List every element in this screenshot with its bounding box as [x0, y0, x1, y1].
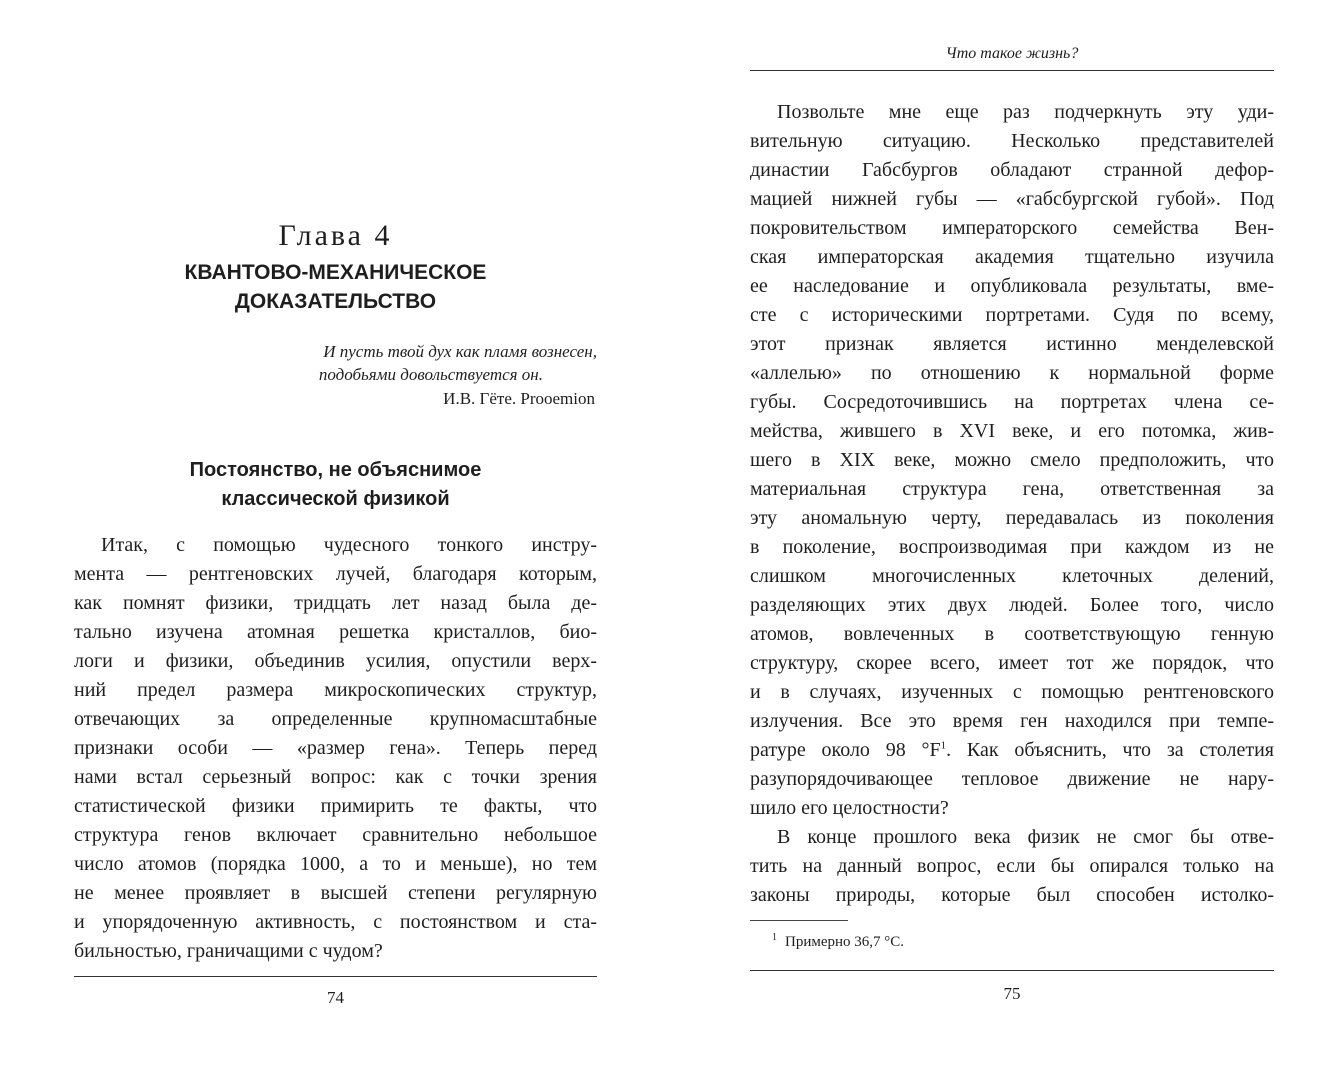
- right-page: [750, 0, 1274, 1080]
- text-line: законы природы, которые был способен истолко-: [750, 884, 1274, 906]
- chapter-title: [74, 258, 597, 316]
- text-line: бильностью, граничащими с чудом?: [74, 940, 383, 962]
- text-line: покровительством императорского семейства Вен-: [750, 217, 1274, 239]
- text-line: ская императорская академия тщательно изучила: [750, 246, 1274, 268]
- text-line: сте с историческими портретами. Судя по всему,: [750, 304, 1274, 326]
- header-rule: [750, 70, 1274, 71]
- text-line: в поколение, воспроизводимая при каждом из не: [750, 536, 1274, 558]
- footnote-reference[interactable]: 1: [940, 739, 947, 752]
- text-line: губы. Сосредоточившись на портретах члена се-: [750, 391, 1274, 413]
- text-line: мейства, жившего в XVI веке, и его потомка, жив-: [750, 420, 1274, 442]
- text-line-inner: [750, 736, 1274, 765]
- text-line: и упорядоченную активность, с постоянством и ста-: [74, 911, 597, 933]
- text-line: материальная структура гена, ответственная за: [750, 478, 1274, 500]
- running-head: Что такое жизнь?: [945, 45, 1079, 62]
- page-number: 74: [327, 988, 344, 1007]
- text-line: разупорядочивающее тепловое движение не нару-: [750, 768, 1274, 790]
- right-body-text: [750, 98, 1274, 910]
- text-line: эту аномальную черту, передавалась из поколения: [750, 507, 1274, 529]
- text-line: ний предел размера микроскопических структур,: [74, 679, 597, 701]
- text-line: тально изучена атомная решетка кристаллов, био-: [74, 621, 597, 643]
- section-heading-line: классической физикой: [221, 488, 450, 510]
- text-line: не менее проявляет в высшей степени регулярную: [74, 882, 597, 904]
- text-line: мацией нижней губы — «габсбургской губой». Под: [750, 188, 1274, 210]
- text-line: структуру, скорее всего, имеет тот же порядок, что: [750, 652, 1274, 674]
- text-line: статистической физики примирить те факты, что: [74, 795, 597, 817]
- epigraph-attribution: И.В. Гёте. Prooemion: [443, 389, 595, 408]
- text-line: Позвольте мне еще раз подчеркнуть эту уди-: [777, 101, 1274, 123]
- epigraph-line: И пусть твой дух как пламя вознесен,: [323, 342, 597, 361]
- left-body-text: [74, 531, 597, 966]
- text-line: Итак, с помощью чудесного тонкого инстру-: [101, 534, 597, 556]
- chapter-title-line: ДОКАЗАТЕЛЬСТВО: [234, 290, 437, 313]
- text-line: разделяющих этих двух людей. Более того, число: [750, 594, 1274, 616]
- chapter-label: Глава 4: [278, 219, 393, 252]
- text-line-with-footnote: [750, 736, 1274, 765]
- text-line: признаки особи — «размер гена». Теперь перед: [74, 737, 597, 759]
- text-line: и в случаях, изученных с помощью рентгеновского: [750, 681, 1274, 703]
- text-line: слишком многочисленных клеточных делений,: [750, 565, 1274, 587]
- text-line: мента — рентгеновских лучей, благодаря которым,: [74, 563, 597, 585]
- text-line-tail: . Как объяснить, что за столетия: [946, 739, 1274, 761]
- page-number: 75: [1003, 984, 1021, 1003]
- section-heading: [74, 456, 597, 514]
- footnote-rule: [750, 920, 848, 921]
- bottom-rule: [74, 976, 597, 977]
- text-line: В конце прошлого века физик не смог бы отве-: [777, 826, 1274, 848]
- left-page: [74, 0, 597, 1080]
- chapter-heading: [74, 218, 597, 316]
- bottom-rule: [750, 970, 1274, 971]
- footnote: [772, 928, 904, 952]
- text-line: структура генов включает сравнительно небольшое: [74, 824, 597, 846]
- section-heading-line: Постоянство, не объяснимое: [189, 459, 482, 481]
- text-line: логи и физики, объединив усилия, опустили верх-: [74, 650, 597, 672]
- text-line: шего в XIX веке, можно смело предположить, что: [750, 449, 1274, 471]
- text-line: как помнят физики, тридцать лет назад была де-: [74, 592, 597, 614]
- text-line: этот признак является истинно менделевской: [750, 333, 1274, 355]
- footnote-text: Примерно 36,7 °С.: [785, 934, 905, 950]
- epigraph-verse: [74, 340, 597, 386]
- text-line: «аллелью» по отношению к нормальной форме: [750, 362, 1274, 384]
- text-line: число атомов (порядка 1000, а то и меньше), но тем: [74, 853, 597, 875]
- text-line: излучения. Все это время ген находился при темпе-: [750, 710, 1274, 732]
- chapter-title-line: КВАНТОВО-МЕХАНИЧЕСКОЕ: [184, 261, 487, 284]
- text-line: вительную ситуацию. Несколько представителей: [750, 130, 1274, 152]
- text-line: нами встал серьезный вопрос: как с точки зрения: [74, 766, 597, 788]
- text-line: династии Габсбургов обладают странной дефор-: [750, 159, 1274, 181]
- text-line: тить на данный вопрос, если бы опирался только на: [750, 855, 1274, 877]
- epigraph-line: подобьями довольствуется он.: [318, 365, 543, 384]
- text-line: отвечающих за определенные крупномасштабные: [74, 708, 597, 730]
- text-line: атомов, вовлеченных в соответствующую генную: [750, 623, 1274, 645]
- epigraph: [74, 340, 597, 410]
- text-line-head: ратуре около 98 °F: [750, 739, 941, 761]
- text-line: шило его целостности?: [750, 797, 949, 819]
- text-line: ее наследование и опубликовала результаты, вме-: [750, 275, 1274, 297]
- footnote-marker: 1: [772, 932, 777, 943]
